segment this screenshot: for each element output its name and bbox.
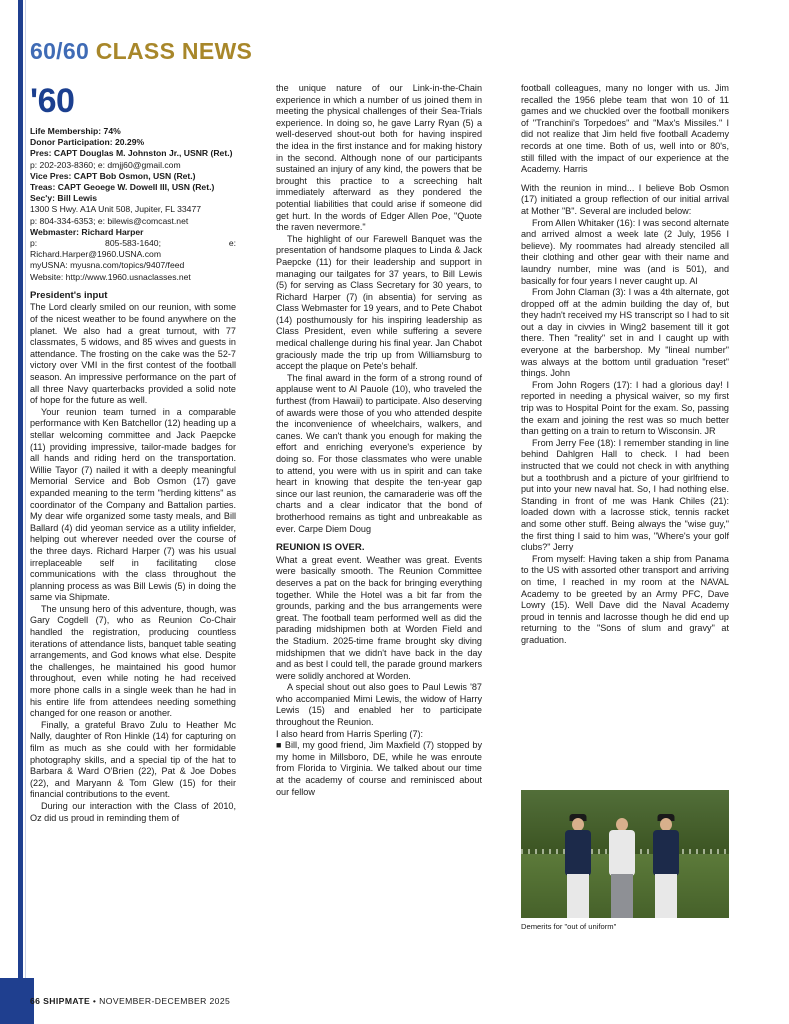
col2-reunion-para-3: I also heard from Harris Sperling (7): (276, 728, 424, 739)
photo-figure-legs (655, 874, 677, 918)
class-year-title: '60 (30, 82, 75, 120)
col1-para-1: The Lord clearly smiled on our reunion, with some of the nicest weather to be found anywhere on the planet. We also had a great turnout, with 77 classmates, 5 widows, and 85 wives and guests in attendance. The frosting on the cake was the 52-7 victory over VMI in the first contest of the football season. An impressive performance on the part of all three Navy quarterbacks provided a solid note of hope for the future as well. (30, 302, 236, 406)
col1-para-2: Your reunion team turned in a comparable performance with Ken Batchellor (12) heading up a stellar welcoming committee and Jack Paepcke (11) providing impressive, tailor-made badges for all hands and riding herd on the transportation. Willie Tayor (7) nailed it with a deeply meaningful Memorial Service and Bob Osmon (17) gave expanded meaning to the term "herding kittens" as coordinator of the Company and Battalion parties. My dear wife organized some tasty meals, and Bill Ballard (4) did yeoman service as a utility infielder, helping out wherever needed over the course of the three days. Richard Harper (7) was his usual irreplaceable self in facilitating close communications with the class throughout the planning process as was Bill Lewis (5) in doing the same via Shipmate. (30, 406, 236, 603)
col1-para-5: During our interaction with the Class of 2010, Oz did us proud in reminding them of (30, 800, 236, 823)
section-presidents-input: President's input (30, 289, 108, 301)
photo-figure-legs (611, 874, 633, 918)
contact-webmaster-detail[interactable]: p: 805-583-1640; e: Richard.Harper@1960.USNA.com (30, 238, 236, 260)
contact-website[interactable]: Website: http://www.1960.usnaclasses.net (30, 271, 191, 282)
col2-reunion-para-2: A special shout out also goes to Paul Lewis '87 who accompanied Mimi Lewis, the widow of Harry Lewis (15) and enabled her to participate throughout the Reunion. (276, 682, 482, 728)
col3-para-7: From myself: Having taken a ship from Panama to the US with assorted other transport and arriving on time, I reached in my room at the NAVAL Academy to be greeted by an Army PFC, Dave Lowry (15). Well Dave did the Naval Academy proud in tennis and lacrosse though he did end up returning to the "Sons of slum and gravy" at graduation. (521, 553, 729, 645)
contact-secretary: Sec'y: Bill Lewis (30, 193, 98, 204)
col2-reunion-para-1: What a great event. Weather was great. Events were basically smooth. The Reunion Committee deserves a pat on the back for bringing everything together. While the Hotel was a bit far from the grounds, parking and the bus arrangements were great. The football team performed well as did the parading midshipmen both at Worden Field and the Stadium. 2025-time frame brought sky diving midshipmen that we didn't have back in the day and as best I could tell, the parade ground markers were solidly anchored at Worden. (276, 554, 482, 681)
col3-para-3: From Allen Whitaker (16): I was second alternate and arrived almost a week late (2 July, 1956 I believe). My roommates had already stenciled all their clothing and other gear with their name and laundry number, mine was (and is 501), and basically for four years I never caught up. Al (521, 217, 729, 286)
contact-president: Pres: CAPT Douglas M. Johnston Jr., USNR (Ret.) (30, 148, 233, 159)
donor-participation: Donor Participation: 20.29% (30, 137, 145, 148)
contact-webmaster: Webmaster: Richard Harper (30, 226, 144, 237)
photo-figure-midshipman-right (647, 814, 685, 918)
column-three (521, 83, 729, 647)
class-meta (30, 126, 236, 283)
col2-para-3: The final award in the form of a strong round of applause went to Al Pauole (10), who traveled the furthest (from Hawaii) to participate. Also deserving of awards were those of you who attended despite the inconvenience of wheelchairs, walkers, and canes. We can't thank you enough for making the effort and enriching everyone's experience by doing so. For those classmates who were unable to attend, you were with us in spirit and can take heart in knowing that despite the ten-year gap since our last reunion, the camaraderie was off the charts and a clear indicator that the bond of brotherhood remains as tight and unbreakable as ever. Carpe Diem Doug (276, 372, 482, 534)
col2-para-2: The highlight of our Farewell Banquet was the presentation of handsome plaques to Linda & Jack Paepcke (11) for their leadership and support in managing our tailgates for 37 years, to Bill Lewis (5) for serving as Class Secretary for 30 years, to Richard Harper (7) (in absentia) for serving as Class Webmaster for 19 years, and to Pete Chabot (14) posthumously for his inspiring leadership as Class President, even while suffering a severe medical challenge during his final year. Jan Chabot graciously made the trip up from Williamsburg to accept the plaque on Pete's behalf. (276, 233, 482, 372)
photo-block (521, 790, 729, 931)
col2-para-1: the unique nature of our Link-in-the-Chain experience in which a number of us joined them in meeting the physical challenges of their Sea-Trials experience. In doing so, he gave Larry Ryan (5) a well-deserved shout-out both for having inspired the idea in the first instance and for making history in the second. Although none of our participants sustained an injury of any kind, the powers that be brought this practice to a screeching halt immediately afterward as they pondered the potential liabilities that could arise if someone did get hurt. In the words of Edger Allen Poe, "Quote the raven nevermore." (276, 83, 482, 233)
col3-para-6: From Jerry Fee (18): I remember standing in line behind Dahlgren Hall to check. I had been instructed that we could not check in with anything but a toothbrush and a picture of your girlfriend to put into your new naval hat. So, I had nothing else. Standing in front of me was Hank Chiles (21): loaded down with a lacrosse stick, tennis racket and some other stuff. Being always the "wise guy," the first thing I said to him was, "Where's your golf clubs?" Jerry (521, 437, 729, 553)
footer-publication: SHIPMATE (43, 996, 91, 1006)
col1-para-4: Finally, a grateful Bravo Zulu to Heather Mc Nally, daughter of Ron Hinkle (14) for capturing on film as much as she could with her formidable photography skills, and a special tip of the hat to Barbara & Ward O'Brien (22), Pat & Joe Dobes (22), and Maryann & Tom Glew (15) for their financial contributions to the event. (30, 719, 236, 800)
col3-para-5: From John Rogers (17): I had a glorious day! I reported in needing a physical waiver, so my first trip was to Hospital Point for the exam. So, passing the exam and joining the rest was so much better than getting on a train to return to Wisconsin. JR (521, 379, 729, 437)
contact-myusna[interactable]: myUSNA: myusna.com/topics/9407/feed (30, 260, 185, 271)
footer-page-number: 66 (30, 996, 41, 1006)
footer-corner-block (0, 978, 34, 1024)
footer (0, 978, 789, 1024)
col2-reunion-para-4: ■ Bill, my good friend, Jim Maxfield (7) stopped by my home in Millsboro, DE, while he was enroute from Florida to Virginia. We talked about our time at the academy of course and reminisced about our fellow (276, 740, 482, 797)
photo-caption: Demerits for "out of uniform" (521, 922, 617, 931)
col3-para-2: With the reunion in mind... I believe Bob Osmon (17) initiated a group reflection of our initial arrival at Mother "B". Several are included below: (521, 182, 729, 216)
photo-figure-legs (567, 874, 589, 918)
header-title: CLASS NEWS (95, 38, 253, 64)
header-prefix: 60/60 (30, 38, 90, 64)
photo-figure-torso (653, 830, 679, 876)
photo-figure-midshipman-left (559, 814, 597, 918)
column-one (30, 126, 236, 824)
section-reunion-is-over: REUNION IS OVER. (276, 542, 365, 554)
photo-figure-torso (565, 830, 591, 876)
contact-vice-president: Vice Pres: CAPT Bob Osmon, USN (Ret.) (30, 170, 196, 181)
contact-president-detail[interactable]: p: 202-203-8360; e: dmjj60@gmail.com (30, 159, 181, 170)
left-thin-rule (25, 0, 26, 1024)
col3-para-4: From John Claman (3): I was a 4th alternate, got dropped off at the admin building the day of, but they hadn't received my HS transcript so I had to sit out a day in civvies in Wing2 basement till it got there. Then "reality" set in and I caught up with everyone at the barbershop. My "lineal number" was always at the bottom until graduation "reset" things. John (521, 287, 729, 379)
contact-secretary-address: 1300 S Hwy. A1A Unit 508, Jupiter, FL 33477 (30, 204, 202, 215)
col3-para-1: football colleagues, many no longer with us. Jim recalled the 1956 plebe team that won 10 of 11 games and we chuckled over the football monikers of "Tranchini's Torpedoes" and "Max's Missiles." I did not realize that Jim held five football Academy records at one time. Both of us, well into or 80's, still filled with the impact of our experience at the Academy. Harris (521, 83, 729, 175)
col1-para-3: The unsung hero of this adventure, though, was Gary Cogdell (7), who as Reunion Co-Chair handled the registration, producing countless iterations of attendance lists, banquet table seating arrangements, and God knows what else. Despite the challenges, he maintained his good humor throughout, even while noting he had received more phone calls in a single week than he had in his entire life from attendees needing something changed for one reason or another. (30, 603, 236, 719)
contact-treasurer: Treas: CAPT Geoege W. Dowell III, USN (Ret.) (30, 182, 215, 193)
life-membership: Life Membership: 74% (30, 126, 121, 136)
photo-figure-civilian (603, 814, 641, 918)
left-blue-rule (18, 0, 23, 1024)
photo-figure-torso (609, 830, 635, 876)
footer-separator: • (92, 996, 97, 1006)
contact-secretary-detail[interactable]: p: 804-334-6353; e: bilewis@comcast.net (30, 215, 189, 226)
page-header (30, 38, 252, 65)
footer-issue: NOVEMBER-DECEMBER 2025 (99, 996, 231, 1006)
footer-text (30, 996, 230, 1006)
column-two (276, 83, 482, 798)
reunion-photo (521, 790, 729, 918)
